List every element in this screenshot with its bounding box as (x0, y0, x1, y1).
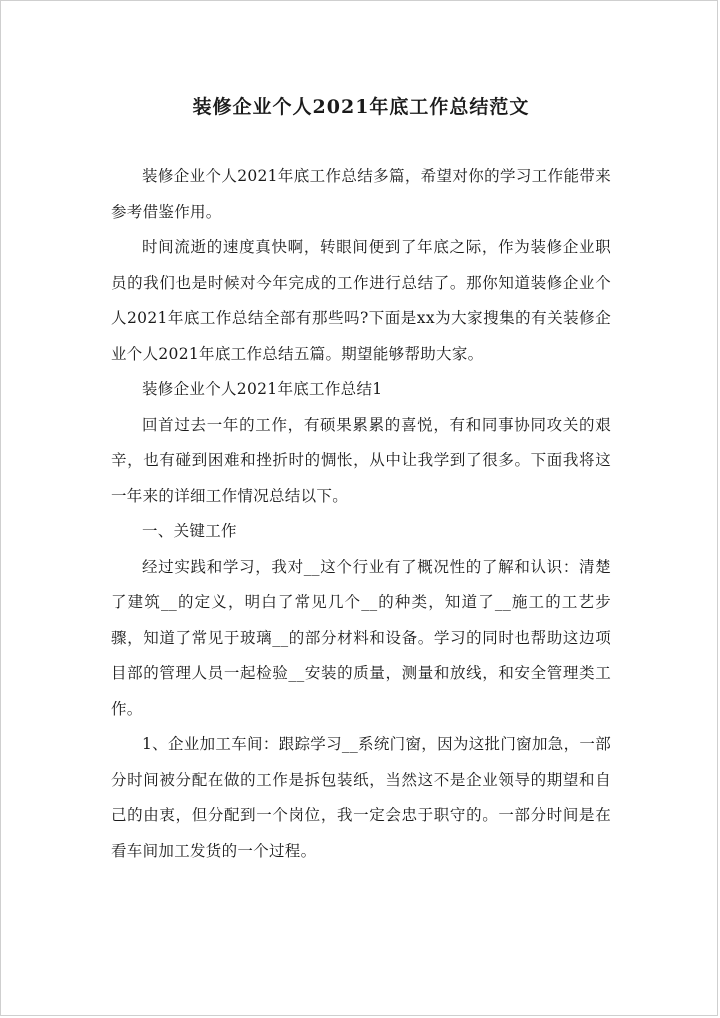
practice-paragraph: 经过实践和学习，我对__这个行业有了概况性的了解和认识：清楚了建筑__的定义，明白了常见几个__的种类，知道了__施工的工艺步骤，知道了常见于玻璃__的部分材料和设备。学习的同时也帮助这边项目部的管理人员一起检验__安装的质量，测量和放线，和安全管理类工作。 (111, 557, 611, 718)
review-paragraph: 回首过去一年的工作，有硕果累累的喜悦，有和同事协同攻关的艰辛，也有碰到困难和挫折时的惆怅，从中让我学到了很多。下面我将这一年来的详细工作情况总结以下。 (111, 415, 611, 505)
section-heading-key-work: 一、关键工作 (142, 522, 237, 540)
section-heading-summary-1: 装修企业个人2021年底工作总结1 (142, 380, 383, 398)
intro-paragraph: 装修企业个人2021年底工作总结多篇，希望对你的学习工作能带来参考借鉴作用。 (111, 167, 611, 221)
document-title: 装修企业个人2021年底工作总结范文 (192, 96, 530, 118)
document-body (111, 89, 611, 869)
context-paragraph: 时间流逝的速度真快啊，转眼间便到了年底之际，作为装修企业职员的我们也是时候对今年完成的工作进行总结了。那你知道装修企业个人2021年底工作总结全部有那些吗?下面是xx为大家搜集的有关装修企业个人2021年底工作总结五篇。期望能够帮助大家。 (111, 238, 611, 363)
workshop-paragraph: 1、企业加工车间：跟踪学习__系统门窗，因为这批门窗加急，一部分时间被分配在做的工作是拆包装纸，当然这不是企业领导的期望和自己的由衷，但分配到一个岗位，我一定会忠于职守的。一部分时间是在看车间加工发货的一个过程。 (111, 735, 611, 860)
